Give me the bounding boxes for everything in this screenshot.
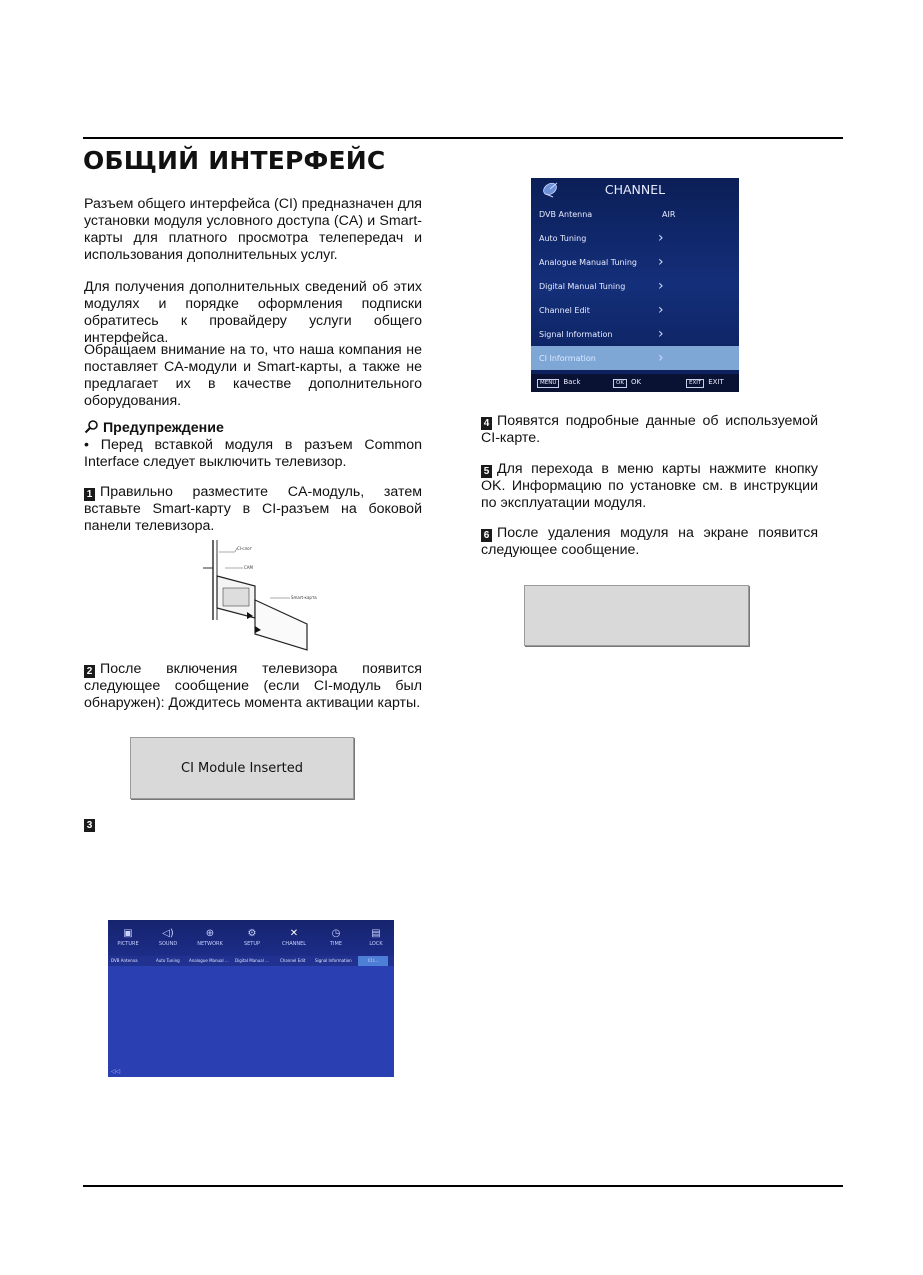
- step-2-text: После включения телевизора появится следующее сообщение (если CI-модуль был обнаружен): Дождитесь момента активации карты.: [84, 661, 422, 711]
- warning-text: • Перед вставкой модуля в разъем Common Interface следует выключить телевизор.: [84, 437, 422, 470]
- top-rule: [83, 137, 843, 139]
- step-3-badge: 3: [84, 819, 95, 832]
- channel-row-channel-edit[interactable]: Channel Edit ›: [539, 302, 664, 318]
- tab-time[interactable]: ◷ TIME: [316, 927, 356, 947]
- dvb-antenna-value: AIR: [662, 209, 676, 219]
- diagram-label-ci-slot: CI-слот: [237, 546, 252, 551]
- chevron-right-icon: ›: [658, 230, 664, 246]
- lock-icon: ▤: [371, 928, 381, 939]
- step-2-badge: 2: [84, 665, 95, 678]
- warning-title: Предупреждение: [102, 420, 224, 436]
- bottom-rule: [83, 1185, 843, 1187]
- tab-sound[interactable]: ◁) SOUND: [148, 927, 188, 947]
- menu-key-icon: MENU: [537, 379, 559, 388]
- step-1-badge: 1: [84, 488, 95, 501]
- step-4-badge: 4: [481, 417, 492, 430]
- tv-setup-screenshot: [108, 920, 394, 1077]
- step-6: [481, 525, 818, 559]
- step-5-badge: 5: [481, 465, 492, 478]
- diagram-label-cam: CAM: [244, 565, 253, 570]
- sound-icon: ◁): [162, 928, 174, 939]
- step-1-text: Правильно разместите CA-модуль, затем вставьте Smart-карту в CI-разъем на боковой панели телевизора.: [84, 484, 422, 534]
- step-1: [84, 484, 422, 535]
- channel-menu-footer: [531, 374, 739, 392]
- chevron-right-icon: ›: [658, 302, 664, 318]
- step-5-text: Для перехода в меню карты нажмите кнопку OK. Информацию по установке см. в инструкции по эксплуатации модуля.: [481, 461, 818, 511]
- tab-network[interactable]: ⊕ NETWORK: [190, 927, 230, 947]
- chevron-right-icon: ›: [658, 350, 664, 366]
- step-5: [481, 461, 818, 512]
- channel-row-analogue-manual-tuning[interactable]: Analogue Manual Tuning ›: [539, 254, 664, 270]
- intro-paragraph: Разъем общего интерфейса (CI) предназначен для установки модуля условного доступа (CA) и Smart-карты для платного просмотра телепередач и использования дополнительных услуг.: [84, 196, 422, 263]
- footer-back-label: Back: [563, 378, 581, 386]
- submenu-analogue-manual[interactable]: Analogue Manual ...: [189, 958, 229, 963]
- submenu-auto-tuning[interactable]: Auto Tuning: [156, 958, 180, 963]
- warning-block: [84, 420, 422, 471]
- page-title: ОБЩИЙ ИНТЕРФЕЙС: [83, 146, 386, 175]
- notice-paragraph: Обращаем внимание на то, что наша компания не поставляет CA-модули и Smart-карты, а также не предлагает их в качестве дополнительного оборудования.: [84, 342, 422, 409]
- ci-inserted-message: [130, 737, 354, 799]
- step-6-text: После удаления модуля на экране появится следующее сообщение.: [481, 525, 818, 558]
- footer-exit-label: EXIT: [708, 378, 724, 386]
- chevron-right-icon: ›: [658, 254, 664, 270]
- satellite-dish-icon: [541, 180, 561, 201]
- step-6-badge: 6: [481, 529, 492, 542]
- channel-row-digital-manual-tuning[interactable]: Digital Manual Tuning ›: [539, 278, 664, 294]
- tab-channel[interactable]: ✕ CHANNEL: [274, 927, 314, 947]
- channel-row-auto-tuning[interactable]: Auto Tuning ›: [539, 230, 664, 246]
- exit-key-icon: EXIT: [686, 379, 704, 388]
- tv-corner-mark: ◁◁: [111, 1068, 121, 1075]
- submenu-channel-edit[interactable]: Channel Edit: [280, 958, 306, 963]
- module-removed-message: [524, 585, 749, 646]
- channel-row-signal-information[interactable]: Signal Information ›: [539, 326, 664, 342]
- setup-icon: ⚙: [247, 928, 257, 939]
- satellite-icon: ✕: [289, 928, 299, 939]
- clock-icon: ◷: [331, 928, 341, 939]
- step-2: [84, 661, 422, 712]
- step-4-text: Появятся подробные данные об используемой CI-карте.: [481, 413, 818, 446]
- channel-row-ci-information[interactable]: CI Information ›: [531, 346, 739, 370]
- submenu-digital-manual[interactable]: Digital Manual ...: [235, 958, 269, 963]
- channel-row-dvb-antenna[interactable]: DVB Antenna AIR: [539, 209, 676, 219]
- magnifier-icon: [84, 420, 103, 436]
- submenu-signal-information[interactable]: Signal Information: [315, 958, 352, 963]
- channel-menu-header: [531, 178, 739, 200]
- channel-menu-screenshot: [531, 178, 739, 392]
- channel-menu-title: CHANNEL: [604, 181, 666, 197]
- chevron-right-icon: ›: [658, 278, 664, 294]
- footer-ok-label: OK: [630, 378, 642, 386]
- tab-setup[interactable]: ⚙ SETUP: [232, 927, 272, 947]
- providers-paragraph: Для получения дополнительных сведений об этих модулях и порядке оформления подписки обратитесь к провайдеру услуги общего интерфейса.: [84, 279, 422, 346]
- step-4: [481, 413, 818, 447]
- submenu-dvb-antenna[interactable]: DVB Antenna: [111, 958, 138, 963]
- network-icon: ⊕: [205, 928, 215, 939]
- tab-lock[interactable]: ▤ LOCK: [356, 927, 396, 947]
- chevron-right-icon: ›: [658, 326, 664, 342]
- submenu-ci-information[interactable]: CI I...: [358, 956, 388, 966]
- tab-picture[interactable]: ▣ PICTURE: [108, 927, 148, 947]
- step-3: [84, 815, 422, 832]
- ok-key-icon: OK: [613, 379, 627, 388]
- picture-icon: ▣: [123, 928, 133, 939]
- diagram-label-smart-card: Smart-карта: [291, 595, 317, 600]
- ci-inserted-text: CI Module Inserted: [181, 760, 303, 776]
- ci-insertion-diagram: [195, 538, 325, 658]
